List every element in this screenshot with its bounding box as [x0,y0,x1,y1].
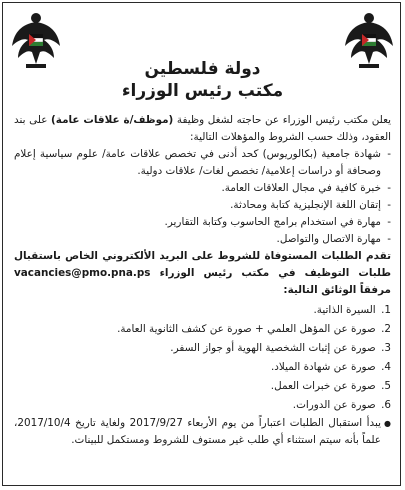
email-link[interactable]: vacancies@pmo.pna.ps [14,267,151,279]
item-number: 6. [381,399,391,411]
list-item [14,396,391,415]
apply-after: مرفقاً الوثائق التالية: [283,284,391,296]
announcement-header [0,58,405,102]
office-name: مكتب رئيس الوزراء [121,81,284,101]
deadline-note: ● يبدأ استقبال الطلبات اعتباراً من يوم الأربعاء 2017/9/27 ولغاية تاريخ 2017/10/4، علماً بأنه سيتم استثناء أي طلب غير مستوف للشروط ومستكمل للبينات. [14,415,391,449]
item-text: صورة عن الدورات. [292,399,376,411]
intro-paragraph [14,112,391,146]
intro-after: على بند العقود، وذلك حسب الشروط والمؤهلات التالية: [14,114,391,143]
item-number: 3. [381,342,391,354]
documents-list [14,301,391,415]
apply-paragraph [14,248,391,299]
list-item: - شهادة جامعية (بكالوريوس) كحد أدنى في تخصص علاقات عامة/ علوم سياسية إعلام وصحافة أو دراسات إعلامية/ تخصص لغات/ علاقات دولية. [14,146,391,180]
apply-before: تقدم الطلبات المستوفاة للشروط على البريد الألكتروني الخاص باستقبال طلبات التوظيف في مكتب رئيس الوزراء [14,250,391,279]
item-text: صورة عن المؤهل العلمي + صورة عن كشف الثانوية العامة. [117,323,376,335]
requirements-list [14,146,391,248]
state-name: دولة فلسطين [144,59,261,79]
item-number: 1. [381,304,391,316]
item-text: صورة عن إثبات الشخصية الهوية أو جواز السفر. [170,342,376,354]
list-item [14,339,391,358]
intro-before: يعلن مكتب رئيس الوزراء عن حاجته لشغل وظيفة [173,114,391,126]
list-item [14,377,391,396]
job-position: (موظف/ة علاقات عامة) [51,114,174,126]
item-text: السيرة الذاتية. [313,304,376,316]
item-number: 5. [381,380,391,392]
list-item: - مهارة الاتصال والتواصل. [14,231,391,248]
list-item [14,320,391,339]
item-number: 4. [381,361,391,373]
item-text: صورة عن خبرات العمل. [270,380,376,392]
list-item: - إتقان اللغة الإنجليزية كتابة ومحادثة. [14,197,391,214]
list-item [14,358,391,377]
announcement-body [14,112,391,449]
list-item: - مهارة في استخدام برامج الحاسوب وكتابة التقارير. [14,214,391,231]
item-number: 2. [381,323,391,335]
list-item [14,301,391,320]
list-item: - خبرة كافية في مجال العلاقات العامة. [14,180,391,197]
item-text: صورة عن شهادة الميلاد. [270,361,376,373]
